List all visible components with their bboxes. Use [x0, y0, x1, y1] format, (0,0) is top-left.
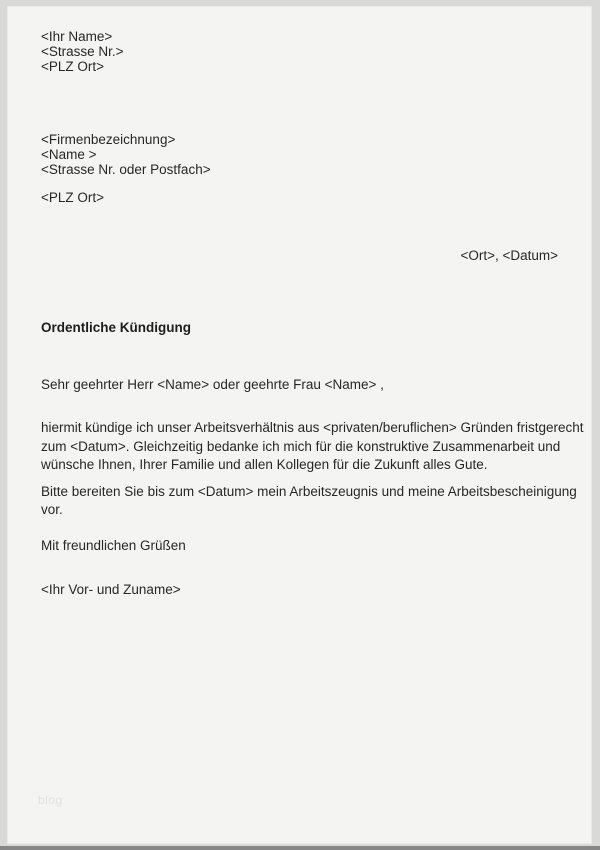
- body-paragraph-1: [41, 419, 584, 475]
- paragraph1-line3: wünsche Ihnen, Ihrer Familie und allen Kollegen für die Zukunft alles Gute.: [41, 457, 488, 472]
- paragraph2-line1: Bitte bereiten Sie bis zum <Datum> mein Arbeitszeugnis und meine Arbeitsbescheinigung: [41, 483, 577, 499]
- recipient-gap: [41, 177, 591, 190]
- sender-address-block: [41, 29, 591, 74]
- recipient-street-placeholder: <Strasse Nr. oder Postfach>: [41, 162, 211, 177]
- paragraph1-line1: hiermit kündige ich unser Arbeitsverhältnis aus <privaten/beruflichen> Gründen fristgerecht: [41, 420, 584, 435]
- subject-line: Ordentliche Kündigung: [41, 320, 191, 335]
- paragraph2-line2: vor.: [41, 502, 63, 517]
- sender-street-placeholder: <Strasse Nr.>: [41, 44, 124, 59]
- recipient-name-placeholder: <Name >: [41, 147, 97, 162]
- sender-name-placeholder: <Ihr Name>: [41, 29, 113, 44]
- bottom-window-edge: [0, 846, 600, 850]
- recipient-city-placeholder: <PLZ Ort>: [41, 190, 105, 205]
- signature-placeholder: <Ihr Vor- und Zuname>: [41, 581, 181, 597]
- sender-city-placeholder: <PLZ Ort>: [41, 59, 105, 74]
- paragraph1-line2: zum <Datum>. Gleichzeitig bedanke ich mich für die konstruktive Zusammenarbeit und: [41, 438, 561, 454]
- body-paragraph-2: [41, 483, 577, 520]
- recipient-company-placeholder: <Firmenbezeichnung>: [41, 132, 176, 147]
- watermark-text: blog: [38, 793, 63, 807]
- recipient-address-block: [41, 132, 591, 205]
- salutation-line: Sehr geehrter Herr <Name> oder geehrte Frau <Name> ,: [41, 377, 384, 392]
- closing-line: Mit freundlichen Grüßen: [41, 537, 186, 553]
- letter-page: [7, 6, 592, 844]
- place-date-placeholder: <Ort>, <Datum>: [460, 248, 558, 263]
- date-row: [41, 248, 558, 263]
